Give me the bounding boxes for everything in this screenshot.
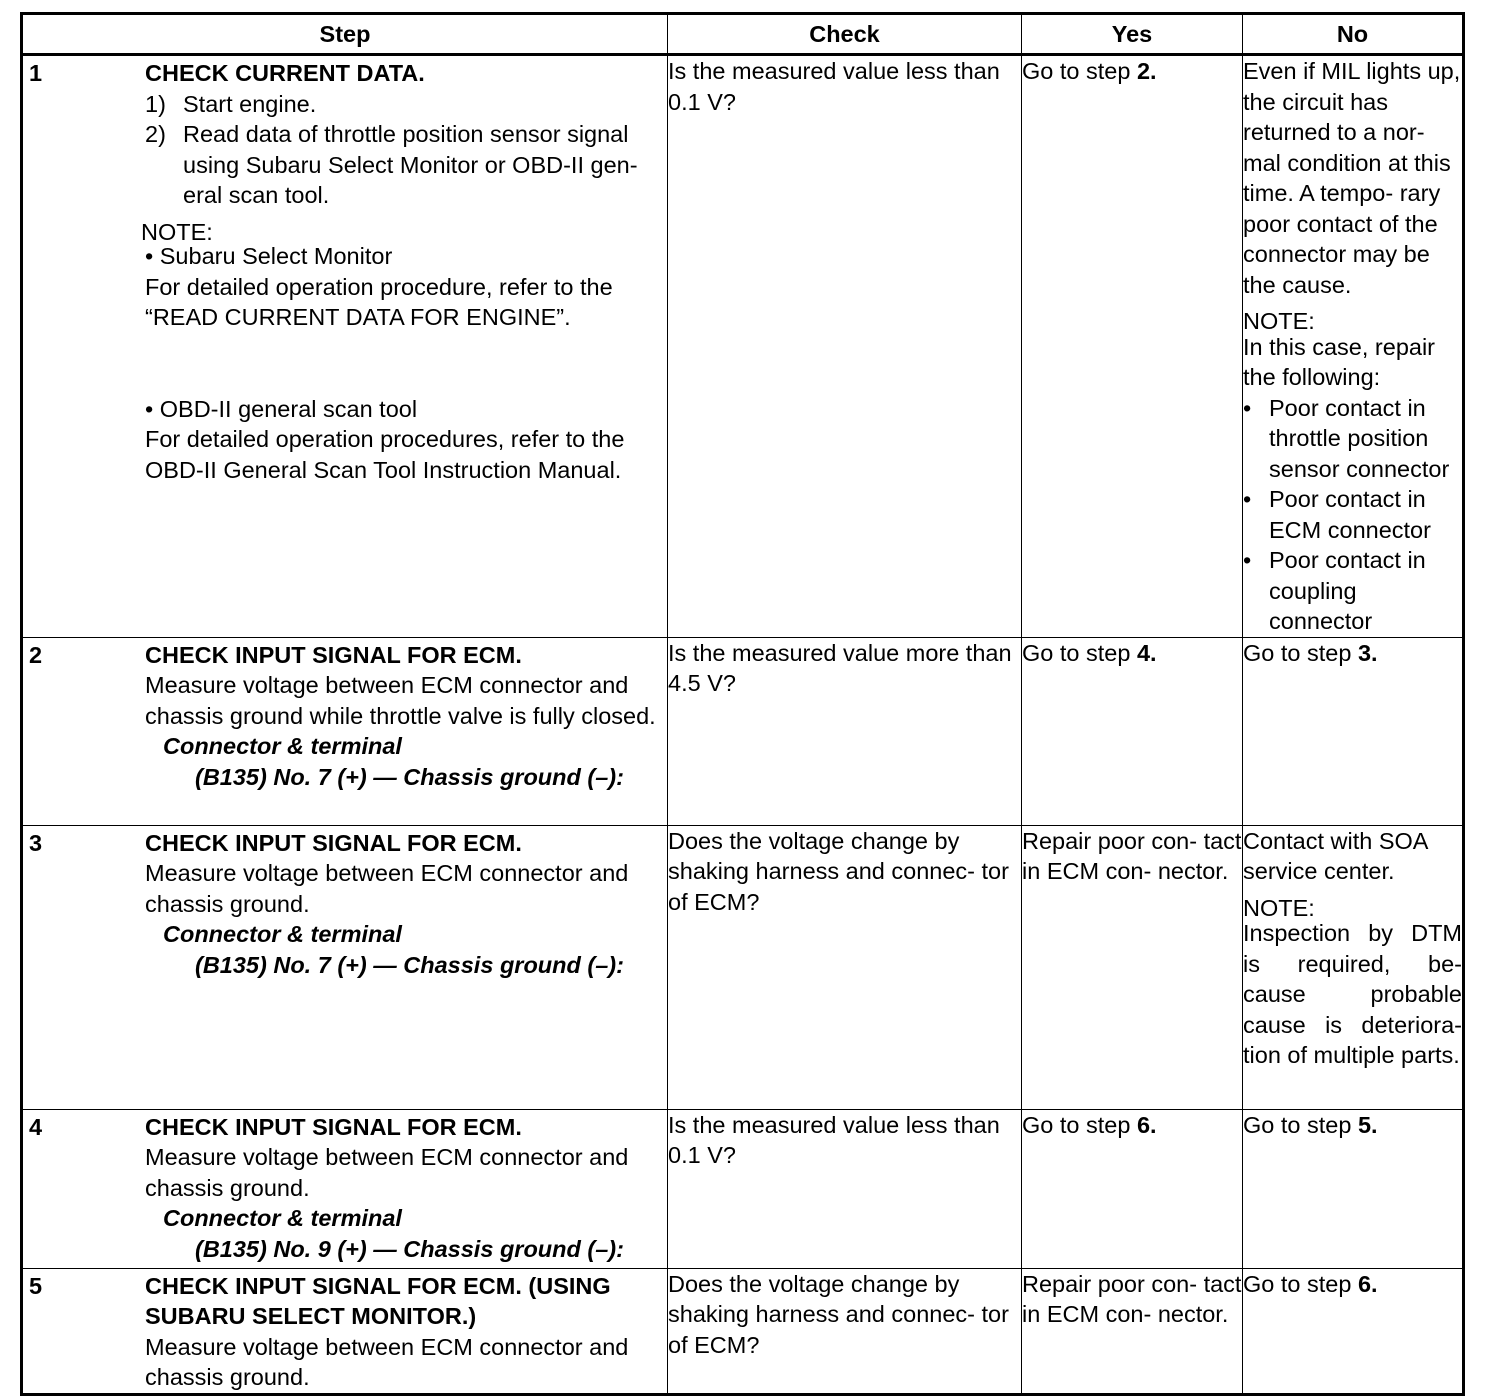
step-title: CHECK CURRENT DATA. xyxy=(145,60,425,86)
yes-cell xyxy=(1022,1109,1243,1268)
no-note-text: Inspection by DTM is required, be- cause probable cause is deteriora- tion of multiple parts. xyxy=(1243,920,1462,1068)
yes-prefix: Go to step xyxy=(1022,639,1137,666)
no-prefix: Go to step xyxy=(1243,1111,1358,1138)
yes-prefix: Go to step xyxy=(1022,1111,1137,1138)
yes-cell: Repair poor con- tact in ECM con- nector. xyxy=(1022,1268,1243,1394)
table-row xyxy=(22,1268,1464,1394)
yes-cell xyxy=(1022,637,1243,825)
step-cell xyxy=(22,637,668,825)
yes-prefix: Go to step xyxy=(1022,58,1137,84)
no-cell: Even if MIL lights up, the circuit has returned to a nor- mal condition at this time. A tempo- rary poor contact of the connector may be the cause. NOTE: In this case, repair the following: • Poor contact in throttle position sensor connector • Poor contact in ECM connector • Poor contact in coupling connector xyxy=(1243,55,1464,638)
no-bullet: Poor contact in ECM connector xyxy=(1269,486,1431,543)
yes-cell xyxy=(1022,55,1243,638)
check-cell: Does the voltage change by shaking harness and connec- tor of ECM? xyxy=(668,1268,1022,1394)
step-number: 1 xyxy=(29,60,43,86)
no-note-text: In this case, repair the following: xyxy=(1243,333,1436,390)
table-row xyxy=(22,637,1464,825)
no-note-label: NOTE: xyxy=(1243,308,1315,334)
no-step: 3. xyxy=(1357,639,1378,666)
header-row xyxy=(22,14,1464,55)
table-row xyxy=(22,1109,1464,1268)
connector-value: (B135) No. 7 (+) — Chassis ground (–): xyxy=(195,763,624,790)
no-cell xyxy=(1243,1268,1464,1394)
step-cell xyxy=(22,1109,668,1268)
step-title: CHECK INPUT SIGNAL FOR ECM. xyxy=(145,1113,522,1140)
header-check: Check xyxy=(668,14,1022,55)
no-prefix: Go to step xyxy=(1243,639,1358,666)
no-prefix: Go to step xyxy=(1243,1270,1358,1297)
check-cell: Does the voltage change by shaking harness and connec- tor of ECM? xyxy=(668,825,1022,1109)
step-cell xyxy=(22,825,668,1109)
note-text: For detailed operation procedure, refer to the “READ CURRENT DATA FOR ENGINE”. xyxy=(145,273,613,330)
substep-text: Start engine. xyxy=(183,90,317,117)
check-cell: Is the measured value less than 0.1 V? xyxy=(668,55,1022,638)
no-text: Contact with SOA service center. xyxy=(1243,827,1428,884)
substep-text: Read data of throttle position sensor signal using Subaru Select Monitor or OBD-II gen- eral scan tool. xyxy=(183,121,638,208)
step-title: CHECK INPUT SIGNAL FOR ECM. xyxy=(145,641,522,668)
connector-value: (B135) No. 7 (+) — Chassis ground (–): xyxy=(195,951,624,978)
step-title: CHECK INPUT SIGNAL FOR ECM. xyxy=(145,829,522,856)
no-cell xyxy=(1243,1109,1464,1268)
step-number: 4 xyxy=(29,1113,43,1140)
step-number: 2 xyxy=(29,641,43,668)
step-cell xyxy=(22,55,668,638)
check-cell: Is the measured value less than 0.1 V? xyxy=(668,1109,1022,1268)
check-cell: Is the measured value more than 4.5 V? xyxy=(668,637,1022,825)
no-bullet: Poor contact in throttle position sensor connector xyxy=(1269,394,1450,482)
yes-step: 6. xyxy=(1136,1111,1157,1138)
no-text: Even if MIL lights up, the circuit has returned to a nor- mal condition at this time. A tempo- rary poor contact of the connector may be the cause. xyxy=(1243,58,1461,298)
no-step: 5. xyxy=(1357,1111,1378,1138)
no-cell xyxy=(1243,825,1464,1109)
header-step: Step xyxy=(22,14,668,55)
substep-number: 2) xyxy=(145,121,166,147)
note-item: • OBD-II general scan tool xyxy=(145,395,418,422)
header-yes: Yes xyxy=(1022,14,1243,55)
yes-cell: Repair poor con- tact in ECM con- nector. xyxy=(1022,825,1243,1109)
table-row xyxy=(22,55,1464,638)
no-step: 6. xyxy=(1357,1270,1378,1297)
no-note-label: NOTE: xyxy=(1243,894,1315,921)
diagnostic-table xyxy=(20,12,1465,1396)
step-number: 3 xyxy=(29,829,43,856)
note-label: NOTE: xyxy=(141,218,213,245)
header-no: No xyxy=(1243,14,1464,55)
connector-label: Connector & terminal xyxy=(163,1205,402,1231)
connector-label: Connector & terminal xyxy=(163,921,402,947)
note-item: • Subaru Select Monitor xyxy=(145,243,393,269)
step-text: Measure voltage between ECM connector and chassis ground. xyxy=(145,1333,629,1390)
step-number: 5 xyxy=(29,1272,43,1299)
no-cell xyxy=(1243,637,1464,825)
yes-step: 4. xyxy=(1136,639,1157,666)
no-bullet: Poor contact in coupling connector xyxy=(1269,547,1426,634)
connector-value: (B135) No. 9 (+) — Chassis ground (–): xyxy=(195,1235,624,1262)
table-row xyxy=(22,825,1464,1109)
step-text: Measure voltage between ECM connector and chassis ground. xyxy=(145,860,629,917)
substep-number: 1) xyxy=(145,90,166,117)
yes-step: 2. xyxy=(1136,58,1157,84)
connector-label: Connector & terminal xyxy=(163,733,402,759)
step-title: CHECK INPUT SIGNAL FOR ECM. (USING SUBARU SELECT MONITOR.) xyxy=(145,1272,611,1329)
step-text: Measure voltage between ECM connector and chassis ground. xyxy=(145,1144,629,1201)
note-text: For detailed operation procedures, refer to the OBD-II General Scan Tool Instruction Manual. xyxy=(145,426,625,483)
step-cell xyxy=(22,1268,668,1394)
step-text: Measure voltage between ECM connector and chassis ground while throttle valve is fully closed. xyxy=(145,672,656,729)
